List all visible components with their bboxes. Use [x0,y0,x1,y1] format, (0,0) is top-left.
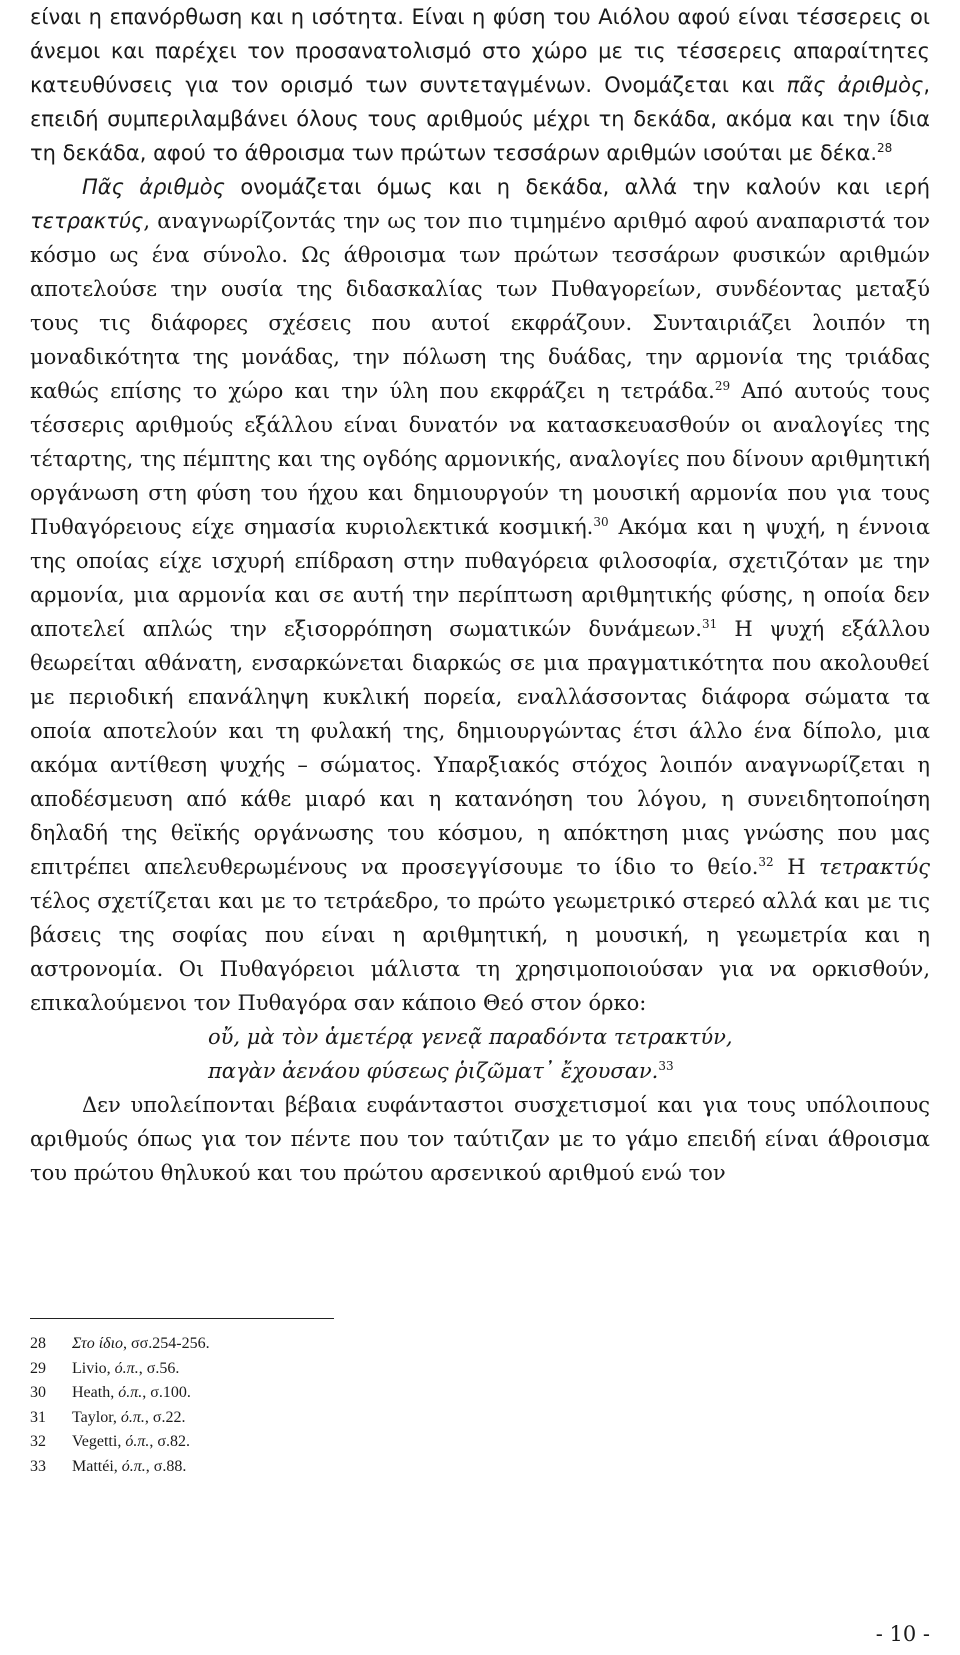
p2-text-2: , αναγνωρίζοντάς την ως τον πιο τιμημένο αριθμό αφού αναπαριστά τον κόσμο ως ένα σύνολο. Ως άθροισμα των πρώτων τεσσάρων φυσικών αριθμών αποτελούσε την ουσία της διδασκαλίας των Πυθαγορείων, συνδέοντας μεταξύ τους τις διάφορες σχέσεις που αυτοί εκφράζουν. Συνταιριάζει λοιπόν τη μοναδικότητα της μονάδας, την πόλωση της δυάδας, την αρμονία της τριάδας καθώς επίσης το χώρο και την ύλη που εκφράζει η τετράδα. [30,209,930,403]
p1-text-1: είναι η επανόρθωση και η ισότητα. Είναι η φύση του Αιόλου αφού είναι τέσσερεις οι άνεμοι και παρέχει τον προσανατολισμό στο χώρο με τις τέσσερεις απαραίτητες κατευθύνσεις για τον ορισμό των συντεταγμένων. Ονομάζεται και [30,5,930,97]
footnote-divider [30,1318,334,1319]
p2-tetraktys-1: τετρακτύς [30,209,144,233]
footnote-pages: , σσ.254-256. [123,1335,210,1352]
page-number: - 10 - [875,1622,930,1646]
p2-text-7: τέλος σχετίζεται και με το τετράεδρο, το πρώτο γεωμετρικό στερεό αλλά και με τις βάσεις της σοφίας που είναι η αριθμητική, η μουσική, η γεωμετρία και η αστρονομία. Οι Πυθαγόρειοι μάλιστα τη χρησιμοποιούσαν για να ορκισθούν, επικαλούμενοι τον Πυθαγόρα σαν κάποιο Θεό στον όρκο: [30,889,930,1015]
footnote-text [72,1455,186,1480]
footnotes [30,1332,630,1480]
footnote-number: 32 [30,1433,46,1451]
footnote-op-cit: ό.π. [114,1359,139,1377]
oath-verse-line-2-text: παγὰν ἀενάου φύσεως ῥιζῶματ᾽ ἔχουσαν. [208,1059,659,1083]
oath-verse-line-1: οὔ, μὰ τὸν ἁμετέρᾳ γενεᾷ παραδόντα τετρακτύν, [208,1025,733,1049]
footnote-text [72,1381,191,1406]
footnote-source: Heath, [72,1384,119,1402]
footnote-30 [30,1381,630,1406]
paragraph-2 [30,170,930,1020]
page-body [30,0,930,1190]
paragraph-3: Δεν υπολείπονται βέβαια ευφάνταστοι συσχετισμοί και για τους υπόλοιπους αριθμούς όπως για τον πέντε που τον ταύτιζαν με το γάμο επειδή είναι άθροισμα του πρώτου θηλυκού και του πρώτου αρσενικού αριθμού ενώ τον [30,1093,930,1185]
footnote-pages: , σ.100. [142,1384,191,1402]
footnote-number: 31 [30,1408,46,1426]
footnote-text [72,1406,186,1431]
footnote-pages: , σ.56. [138,1359,180,1377]
p1-text-2: , επειδή συμπεριλαμβάνει όλους τους αριθμούς μέχρι τη δεκάδα, ακόμα και την ίδια τη δεκάδα, αφού το άθροισμα των πρώτων τεσσάρων αριθμών ισούται με δέκα. [30,73,930,165]
p2-greek-term: Πᾶς ἀριθμὸς [82,175,225,199]
footnote-source: Livio, [72,1359,115,1377]
footnote-ref-31[interactable]: 31 [701,617,718,631]
footnote-source: Στο ίδιο [72,1335,124,1352]
footnote-ref-29[interactable]: 29 [714,379,731,393]
footnote-text [72,1430,190,1455]
footnote-number: 30 [30,1384,46,1402]
footnote-ref-30[interactable]: 30 [593,515,609,529]
footnote-32 [30,1430,630,1455]
p1-greek-term: πᾶς ἀριθμὸς [786,73,924,97]
footnote-pages: , σ.82. [149,1433,190,1451]
footnote-number: 33 [30,1457,46,1475]
footnote-source: Taylor, [72,1408,121,1426]
paragraph-1 [30,0,930,170]
footnote-33 [30,1455,630,1480]
p2-text-3: Από αυτούς τους τέσσερις αριθμούς εξάλλου είναι δυνατόν να κατασκευασθούν οι αναλογίες της τέταρτης, της πέμπτης και της ογδόης αρμονικής, αναλογίες που δίνουν αριθμητική οργάνωση στη φύση του ήχου και δημιουργούν τη μουσική αρμονία που για τους Πυθαγόρειους είχε σημασία κυριολεκτικά κοσμική. [30,379,930,539]
footnote-op-cit: ό.π. [118,1384,143,1402]
oath-verse-line-2 [30,1054,930,1088]
p2-text-5: Η ψυχή εξάλλου θεωρείται αθάνατη, ενσαρκώνεται διαρκώς σε μια πραγματικότητα που ακολουθεί με περιοδική επανάληψη κυκλική πορεία, εναλλάσσοντας διάφορα σώματα τα οποία αποτελούν και τη φυλακή της, δημιουργώντας έτσι άλλο ένα δίπολο, μια ακόμα αντίθεση ψυχής – σώματος. Υπαρξιακός στόχος λοιπόν αναγνωρίζεται η αποδέσμευση από κάθε μιαρό και η κατανόηση του λόγου, η συνειδητοποίηση δηλαδή της θεϊκής οργάνωσης του κόσμου, η απόκτηση μιας γνώσης που μας επιτρέπει απελευθερωμένους να προσεγγίσουμε το ίδιο το θείο. [30,617,930,879]
footnote-text [72,1357,179,1382]
footnote-op-cit: ό.π. [120,1408,145,1426]
p2-text-1: ονομάζεται όμως και η δεκάδα, αλλά την καλούν και ιερή [224,175,930,199]
footnote-29 [30,1357,630,1382]
p2-tetraktys-2: τετρακτύς [819,855,930,879]
footnote-ref-32[interactable]: 32 [758,855,774,869]
footnote-number: 29 [30,1359,46,1377]
footnote-ref-28[interactable]: 28 [877,141,893,155]
footnote-source: Mattéi, [72,1457,122,1475]
footnote-pages: , σ.88. [145,1457,187,1475]
footnote-op-cit: ό.π. [125,1433,150,1451]
p2-text-4: Ακόμα και η ψυχή, η έννοια της οποίας είχε ισχυρή επίδραση στην πυθαγόρεια φιλοσοφία, σχετιζόταν με την αρμονία, μια αρμονία και σε αυτή την περίπτωση αριθμητικής φύσης, η οποία δεν αποτελεί απλώς την εξισορρόπηση σωματικών δυνάμεων. [30,515,931,641]
footnote-source: Vegetti, [72,1433,126,1451]
footnote-31 [30,1406,630,1431]
p2-text-6: Η [773,855,820,879]
footnote-op-cit: ό.π. [121,1457,146,1475]
footnote-number: 28 [30,1335,46,1352]
footnote-28 [30,1332,630,1357]
footnote-ref-33[interactable]: 33 [658,1059,674,1073]
footnote-pages: , σ.22. [144,1408,186,1426]
footnote-text [72,1332,210,1357]
